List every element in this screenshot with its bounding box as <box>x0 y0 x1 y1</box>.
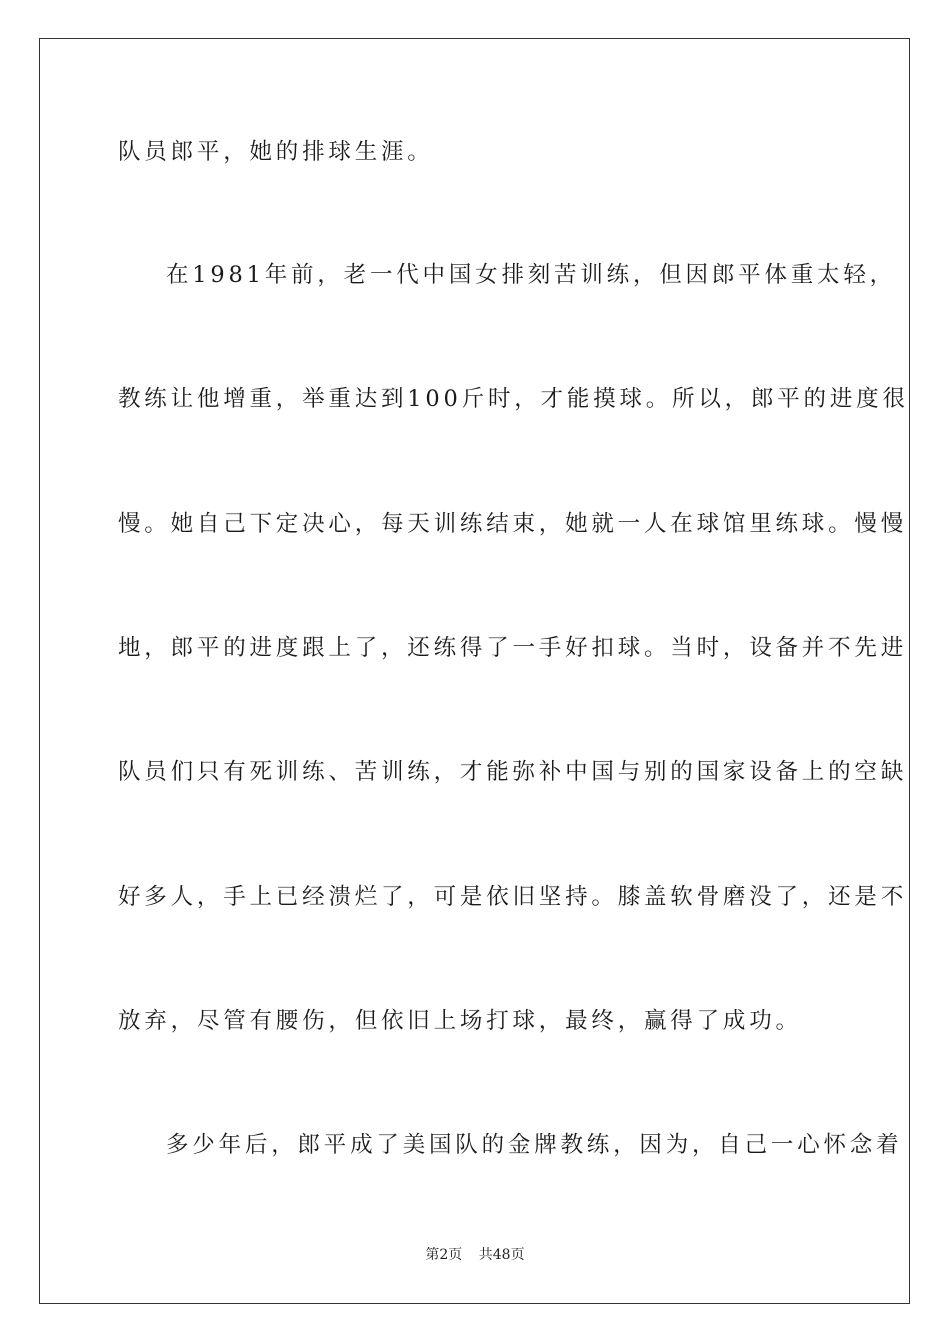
text-line-3: 教练让他增重，举重达到100斤时，才能摸球。所以，郎平的进度很 <box>118 386 909 412</box>
text-line-8: 放弃，尽管有腰伤，但依旧上场打球，最终，赢得了成功。 <box>118 1008 802 1034</box>
text-line-4: 慢。她自己下定决心，每天训练结束，她就一人在球馆里练球。慢慢 <box>118 511 908 537</box>
page-footer <box>0 1246 950 1264</box>
page-number: 第2页 <box>425 1247 463 1263</box>
text-line-6: 队员们只有死训练、苦训练，才能弥补中国与别的国家设备上的空缺 <box>118 759 908 785</box>
text-line-2: 在1981年前，老一代中国女排刻苦训练，但因郎平体重太轻， <box>166 262 896 288</box>
text-line-5: 地，郎平的进度跟上了，还练得了一手好扣球。当时，设备并不先进 <box>118 635 908 661</box>
page-border <box>39 38 910 1304</box>
text-line-1: 队员郎平，她的排球生涯。 <box>118 139 434 165</box>
text-line-9: 多少年后，郎平成了美国队的金牌教练，因为，自己一心怀念着 <box>166 1132 903 1158</box>
page-total: 共48页 <box>478 1247 525 1263</box>
text-line-7: 好多人，手上已经溃烂了，可是依旧坚持。膝盖软骨磨没了，还是不 <box>118 884 908 910</box>
